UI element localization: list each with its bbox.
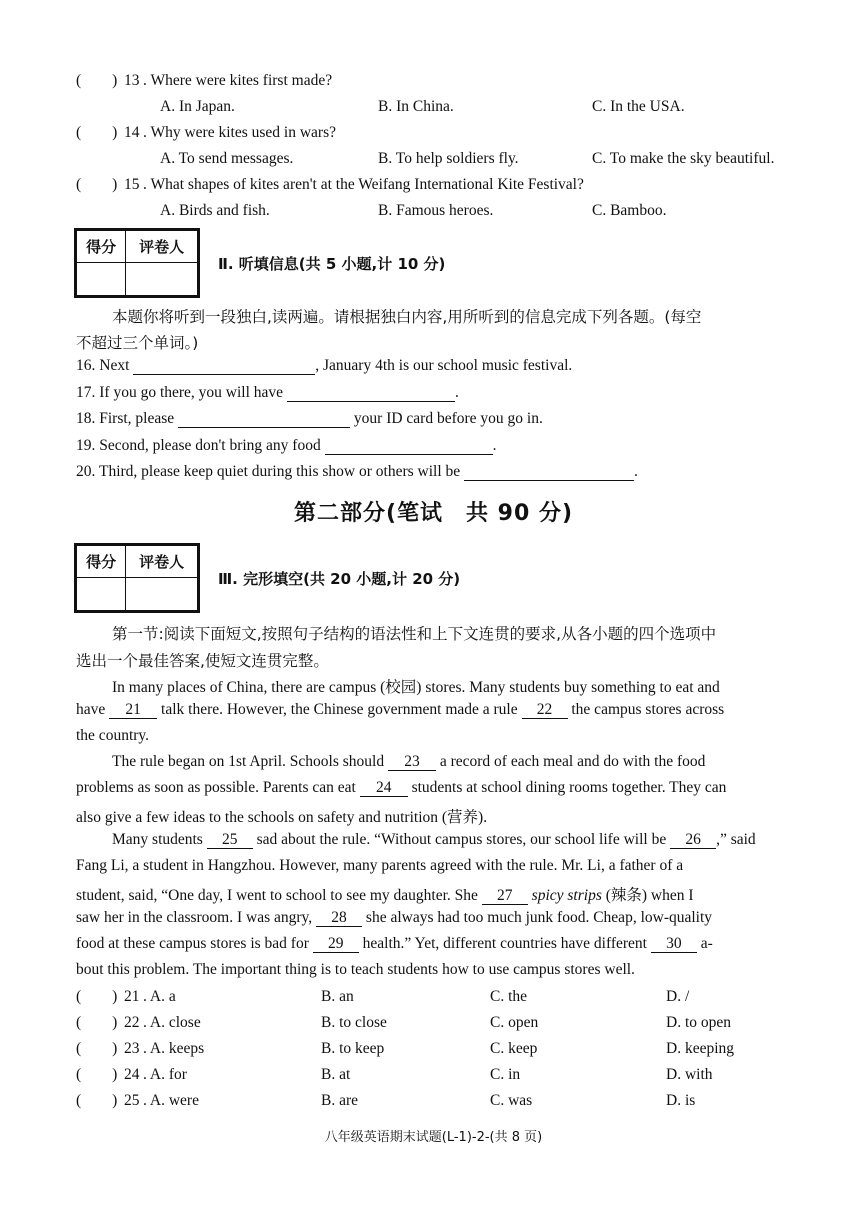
option-b: B. at xyxy=(321,1066,351,1083)
answer-bracket[interactable]: ( ) xyxy=(76,72,118,89)
fill-item-18: 18. First, please your ID card before you go in. xyxy=(76,410,543,427)
passage-line: The rule began on 1st April. Schools should 23 a record of each meal and do with the food xyxy=(112,753,706,770)
fill-item-17: 17. If you go there, you will have . xyxy=(76,384,459,401)
question-number: 13 xyxy=(124,72,140,89)
option-d: D. is xyxy=(666,1092,696,1109)
grader-label: 评卷人 xyxy=(126,231,198,263)
question-number: 23 xyxy=(124,1040,140,1057)
option-b: B. are xyxy=(321,1092,359,1109)
answer-bracket[interactable]: ( ) xyxy=(76,1014,118,1031)
cloze-blank-28[interactable]: 28 xyxy=(316,910,362,927)
section-3-instruction-cont: 选出一个最佳答案,使短文连贯完整。 xyxy=(76,652,329,670)
passage-line: problems as soon as possible. Parents can eat 24 students at school dining rooms together. They can xyxy=(76,779,727,796)
score-cell[interactable] xyxy=(77,263,126,296)
cloze-blank-21[interactable]: 21 xyxy=(109,702,157,719)
answer-bracket[interactable]: ( ) xyxy=(76,1040,118,1057)
fill-item-16: 16. Next , January 4th is our school music festival. xyxy=(76,357,573,374)
passage-line: also give a few ideas to the schools on safety and nutrition (营养). xyxy=(76,809,488,826)
option-b: B. an xyxy=(321,988,354,1005)
option-a: . A. close xyxy=(143,1014,201,1031)
option-c: C. In the USA. xyxy=(592,98,685,115)
page-footer: 八年级英语期末试题(L-1)-2-(共 8 页) xyxy=(324,1130,543,1145)
question-text: . Where were kites first made? xyxy=(143,72,333,89)
passage-line: student, said, “One day, I went to school to see my daughter. She 27 spicy strips (辣条) when I xyxy=(76,887,694,904)
answer-blank-18[interactable] xyxy=(178,411,350,428)
option-d: D. to open xyxy=(666,1014,732,1031)
passage-line: Fang Li, a student in Hangzhou. However, many parents agreed with the rule. Mr. Li, a father of a xyxy=(76,857,684,874)
part-two-title: 第二部分(笔试 共 90 分) xyxy=(293,501,574,526)
option-b: B. Famous heroes. xyxy=(378,202,494,219)
question-number: 21 xyxy=(124,988,140,1005)
score-label: 得分 xyxy=(77,546,126,578)
passage-line: In many places of China, there are campus (校园) stores. Many students buy something to eat and xyxy=(112,679,720,696)
answer-blank-16[interactable] xyxy=(133,358,315,375)
option-d: D. with xyxy=(666,1066,713,1083)
answer-bracket[interactable]: ( ) xyxy=(76,124,118,141)
option-c: C. the xyxy=(490,988,528,1005)
cloze-blank-30[interactable]: 30 xyxy=(651,936,697,953)
answer-blank-19[interactable] xyxy=(325,438,493,455)
answer-blank-20[interactable] xyxy=(464,464,634,481)
option-a: A. Birds and fish. xyxy=(160,202,270,219)
question-number: 25 xyxy=(124,1092,140,1109)
fill-item-19: 19. Second, please don't bring any food . xyxy=(76,437,497,454)
grader-cell[interactable] xyxy=(126,263,198,296)
cloze-blank-22[interactable]: 22 xyxy=(522,702,568,719)
cloze-blank-29[interactable]: 29 xyxy=(313,936,359,953)
option-c: C. open xyxy=(490,1014,539,1031)
option-b: B. to keep xyxy=(321,1040,385,1057)
option-c: C. keep xyxy=(490,1040,538,1057)
grader-cell[interactable] xyxy=(126,578,198,611)
passage-line: the country. xyxy=(76,727,150,744)
question-number: 22 xyxy=(124,1014,140,1031)
option-a: . A. a xyxy=(143,988,176,1005)
option-d: D. / xyxy=(666,988,690,1005)
option-b: B. to close xyxy=(321,1014,387,1031)
option-b: B. To help soldiers fly. xyxy=(378,150,519,167)
answer-bracket[interactable]: ( ) xyxy=(76,176,118,193)
passage-line: food at these campus stores is bad for 29 health.” Yet, different countries have different 30 a- xyxy=(76,935,713,952)
cloze-blank-25[interactable]: 25 xyxy=(207,832,253,849)
cloze-blank-27[interactable]: 27 xyxy=(482,888,528,905)
passage-line: Many students 25 sad about the rule. “Without campus stores, our school life will be 26 ,” said xyxy=(112,831,756,848)
option-c: C. To make the sky beautiful. xyxy=(592,150,775,167)
score-cell[interactable] xyxy=(77,578,126,611)
question-text: . What shapes of kites aren't at the Weifang International Kite Festival? xyxy=(143,176,584,193)
question-number: 15 xyxy=(124,176,140,193)
fill-item-20: 20. Third, please keep quiet during this show or others will be . xyxy=(76,463,638,480)
cloze-blank-23[interactable]: 23 xyxy=(388,754,436,771)
option-c: C. in xyxy=(490,1066,521,1083)
option-d: D. keeping xyxy=(666,1040,735,1057)
answer-blank-17[interactable] xyxy=(287,385,455,402)
answer-bracket[interactable]: ( ) xyxy=(76,1092,118,1109)
option-b: B. In China. xyxy=(378,98,454,115)
question-text: . Why were kites used in wars? xyxy=(143,124,336,141)
option-c: C. was xyxy=(490,1092,533,1109)
option-a: . A. were xyxy=(143,1092,199,1109)
answer-bracket[interactable]: ( ) xyxy=(76,988,118,1005)
option-a: A. To send messages. xyxy=(160,150,294,167)
section-3-title: Ⅲ. 完形填空(共 20 小题,计 20 分) xyxy=(218,570,461,588)
score-label: 得分 xyxy=(77,231,126,263)
answer-bracket[interactable]: ( ) xyxy=(76,1066,118,1083)
option-a: . A. keeps xyxy=(143,1040,205,1057)
score-box xyxy=(74,228,200,298)
section-3-instruction: 第一节:阅读下面短文,按照句子结构的语法性和上下文连贯的要求,从各小题的四个选项中 xyxy=(112,625,717,643)
section-2-instruction: 本题你将听到一段独白,读两遍。请根据独白内容,用所听到的信息完成下列各题。(每空 xyxy=(112,308,702,326)
cloze-blank-24[interactable]: 24 xyxy=(360,780,408,797)
grader-label: 评卷人 xyxy=(126,546,198,578)
passage-line: bout this problem. The important thing is to teach students how to use campus stores well. xyxy=(76,961,635,978)
cloze-blank-26[interactable]: 26 xyxy=(670,832,716,849)
passage-line: have 21 talk there. However, the Chinese government made a rule 22 the campus stores across xyxy=(76,701,725,718)
passage-line: saw her in the classroom. I was angry, 28 she always had too much junk food. Cheap, low-quality xyxy=(76,909,713,926)
score-box xyxy=(74,543,200,613)
question-number: 14 xyxy=(124,124,140,141)
question-number: 24 xyxy=(124,1066,140,1083)
option-a: A. In Japan. xyxy=(160,98,235,115)
section-2-title: Ⅱ. 听填信息(共 5 小题,计 10 分) xyxy=(218,255,446,273)
option-c: C. Bamboo. xyxy=(592,202,667,219)
section-2-instruction-cont: 不超过三个单词。) xyxy=(76,334,199,352)
option-a: . A. for xyxy=(143,1066,187,1083)
